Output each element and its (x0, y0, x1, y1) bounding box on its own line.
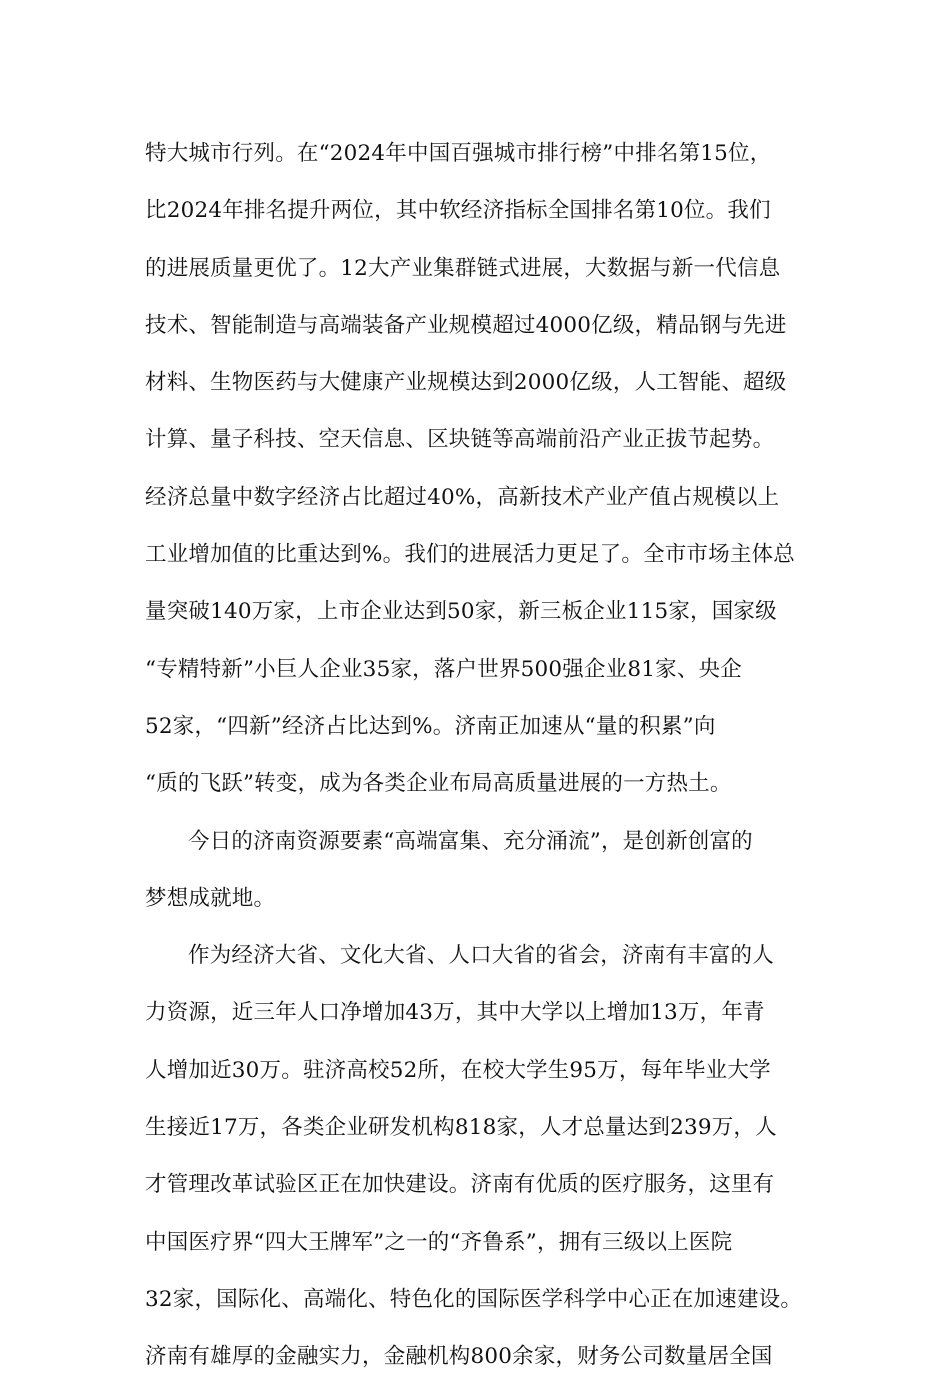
text-line: 量突破140万家，上市企业达到50家，新三板企业115家，国家级 (145, 599, 777, 625)
text-line: 才管理改革试验区正在加快建设。济南有优质的医疗服务，这里有 (145, 1172, 775, 1198)
text-line: 梦想成就地。 (145, 885, 276, 911)
text-line: 工业增加值的比重达到%。我们的进展活力更足了。全市市场主体总 (145, 542, 795, 568)
text-line: 生接近17万，各类企业研发机构818家，人才总量达到239万，人 (145, 1115, 777, 1141)
text-line: 济南有雄厚的金融实力，金融机构800余家，财务公司数量居全国 (145, 1344, 773, 1370)
text-line: 计算、量子科技、空天信息、区块链等高端前沿产业正拔节起势。 (145, 427, 775, 453)
text-line: 特大城市行列。在“2024年中国百强城市排行榜”中排名第15位， (145, 141, 772, 166)
text-line: 人增加近30万。驻济高校52所，在校大学生95万，每年毕业大学 (145, 1057, 771, 1083)
text-line: 52家，“四新”经济占比达到%。济南正加速从“量的积累”向 (145, 713, 716, 739)
text-line: “专精特新”小巨人企业35家，落户世界500强企业81家、央企 (145, 656, 742, 682)
paragraph-start-line: 今日的济南资源要素“高端富集、充分涌流”，是创新创富的 (188, 828, 753, 854)
text-line: “质的飞跃”转变，成为各类企业布局高质量进展的一方热土。 (145, 771, 732, 797)
text-line: 技术、智能制造与高端装备产业规模超过4000亿级，精品钢与先进 (145, 312, 787, 338)
body-text (145, 125, 817, 1386)
text-line: 经济总量中数字经济占比超过40%，高新技术产业产值占规模以上 (145, 484, 780, 510)
text-line: 材料、生物医药与大健康产业规模达到2000亿级，人工智能、超级 (145, 370, 787, 396)
text-line: 32家，国际化、高端化、特色化的国际医学科学中心正在加速建设。 (145, 1286, 803, 1312)
text-line: 的进展质量更优了。12大产业集群链式进展，大数据与新一代信息 (145, 255, 781, 281)
text-line: 比2024年排名提升两位，其中软经济指标全国排名第10位。我们 (145, 198, 771, 224)
text-line: 中国医疗界“四大王牌军”之一的“齐鲁系”，拥有三级以上医院 (145, 1229, 733, 1255)
paragraph-start-line: 作为经济大省、文化大省、人口大省的省会，济南有丰富的人 (188, 943, 774, 969)
text-line: 力资源，近三年人口净增加43万，其中大学以上增加13万，年青 (145, 1000, 765, 1026)
